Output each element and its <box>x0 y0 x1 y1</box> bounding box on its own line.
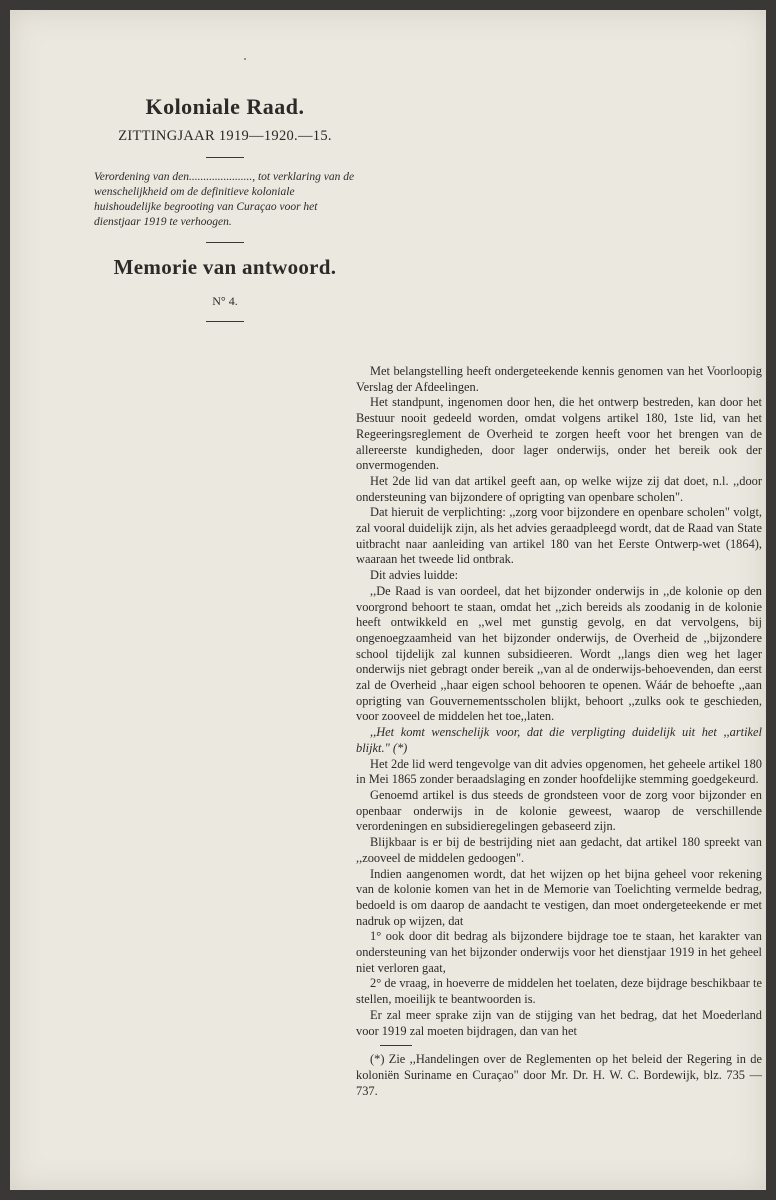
paragraph: Dit advies luidde: <box>370 568 459 583</box>
paragraph: 2° de vraag, in hoeverre de middelen het toelaten, deze bijdrage beschikbaar te stellen, moeilijk te beantwoorden is. <box>356 976 762 1007</box>
council-title: Koloniale Raad. <box>145 94 305 119</box>
footnote-text: (*) Zie ,,Handelingen over de Reglementen op het beleid der Regering in de koloniën Suriname en Curaçao" door Mr. Dr. H. W. C. Bordewijk, blz. 735 — 737. <box>356 1052 762 1098</box>
footnote <box>356 1052 762 1099</box>
header-column <box>94 94 356 334</box>
document-type-heading: Memorie van antwoord. <box>113 255 337 279</box>
paragraph: Dat hieruit de verplichting: ,,zorg voor bijzondere en openbare scholen" volgt, zal vooral duidelijk zijn, als het advies geraadpleegd wordt, dat de Raad van State uitbracht naar aanleiding van artikel 180 van het Eerste Ontwerp-wet (1864), waaraan het tweede lid ontbrak. <box>356 505 762 567</box>
print-speck <box>244 58 246 60</box>
paragraph: 1° ook door dit bedrag als bijzondere bijdrage toe te staan, het karakter van ondersteuning van het bijzonder onderwijs voor het dienstjaar 1919 in het geheel niet verloren gaat, <box>356 929 762 975</box>
paragraph: Genoemd artikel is dus steeds de grondsteen voor de zorg voor bijzonder en openbaar onderwijs in de kolonie geweest, waarop de verschillende verordeningen en subsidieregelingen gebaseerd zijn. <box>356 787 762 834</box>
footnote-rule <box>380 1045 412 1046</box>
body-text <box>356 364 762 1099</box>
paragraph: Het 2de lid van dat artikel geeft aan, op welke wijze zij dat doet, n.l. ,,door ondersteuning van bijzondere of oprigting van openbare scholen". <box>356 473 762 504</box>
ordinance-description: Verordening van den......................, tot verklaring van de wenschelijkheid om de definitieve koloniale huishoudelijke begrooting van Curaçao voor het dienstjaar 1919 te verhoogen. <box>94 171 355 228</box>
quoted-advice-italic: ,,Het komt wenschelijk voor, dat die verpligting duidelijk uit het ,,artikel blijkt." (*) <box>356 725 762 755</box>
paragraph: Het 2de lid werd tengevolge van dit advies opgenomen, het geheele artikel 180 in Mei 1865 zonder beraadslaging en zonder hoofdelijke stemming goedgekeurd. <box>356 756 762 787</box>
paragraph: Er zal meer sprake zijn van de stijging van het bedrag, dat het Moederland voor 1919 zal moeten bijdragen, dan van het <box>356 1007 762 1038</box>
paragraph: Blijkbaar is er bij de bestrijding niet aan gedacht, dat artikel 180 spreekt van ,,zooveel de middelen gedoogen". <box>356 835 762 865</box>
divider-rule <box>206 157 244 158</box>
paragraph: Indien aangenomen wordt, dat het wijzen op het bijna geheel voor rekening van de kolonie komen van het in de Memorie van Toelichting vermelde bedrag, bedoeld is om daarop de aandacht te vestigen, dan moet ondergeteekende er met nadruk op wijzen, dat <box>356 866 762 928</box>
paragraph: Het standpunt, ingenomen door hen, die het ontwerp bestreden, kan door het Bestuur nooit gedeeld worden, omdat volgens artikel 180, 1ste lid, van het Regeeringsreglement de Overheid te zorgen heeft voor het brengen van de allereerste kundigheden, door lager onderwijs, onder het bereik ook der onvermogenden. <box>356 395 762 473</box>
divider-rule <box>206 321 244 322</box>
divider-rule <box>206 242 244 243</box>
session-year: ZITTINGJAAR 1919—1920.—15. <box>118 128 332 144</box>
quoted-advice: ,,De Raad is van oordeel, dat het bijzonder onderwijs in ,,de kolonie op den voorgrond behoort te staan, omdat het ,,zich bereids als zoodanig in de kolonie heeft ontwikkeld en ,,wel met gunstig gevolg, en dat vervolgens, bij ongenoegzaamheid van het bijzonder onderwijs, de Overheid de ,,bijzondere school tijdelijk zal kunnen subsidieeren. Wordt ,,langs dien weg het lager onderwijs niet gebragt onder bereik ,,van al de onderwijs-behoevenden, dan eerst zal de Overheid ,,haar eigen school behooren te openen. Wáár de behoefte ,,aan oprigting van Gouvernementsscholen blijkt, behoort ,,zulks ook te geschieden, voor zooveel de middelen het toe,,laten. <box>356 583 762 724</box>
document-page <box>10 10 766 1190</box>
document-number: N° 4. <box>212 294 238 308</box>
paragraph: Met belangstelling heeft ondergeteekende kennis genomen van het Voorloopig Verslag der Afdeelingen. <box>356 364 762 394</box>
